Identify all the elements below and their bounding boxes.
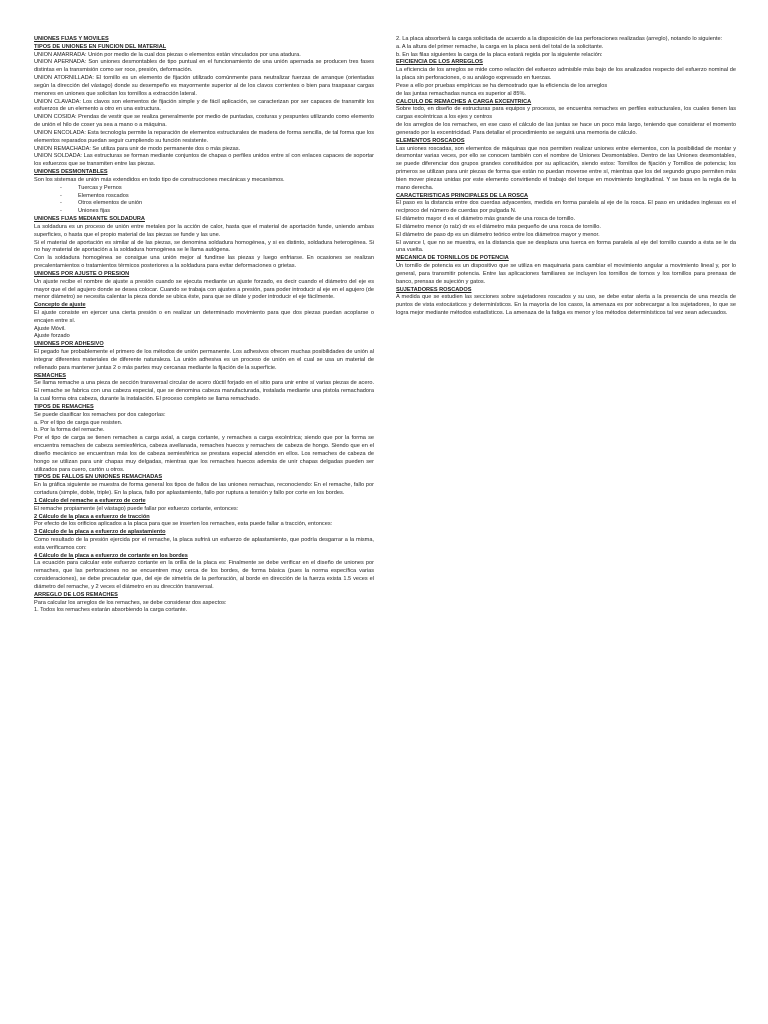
section-heading-elementos-roscados: ELEMENTOS ROSCADOS — [396, 137, 465, 144]
paragraph: El avance l, que no se muestra, es la distancia que se desplaza una tuerca en forma paralela al eje del tornillo cuando a ésta se le da una vuelta. — [396, 239, 736, 254]
section-heading-uniones-por-ajuste-o-presion: UNIONES POR AJUSTE O PRESION — [34, 270, 130, 277]
paragraph: 1. Todos los remaches estarán absorbiendo la carga cortante. — [34, 607, 188, 614]
paragraph: El paso es la distancia entre dos cuerdas adyacentes, medida en forma paralela al eje de la rosca. El paso en unidades inglesas es el recíproco del número de cuerdas por pulgada N. — [396, 200, 736, 215]
paragraph: Como resultado de la presión ejercida por el remache, la placa sufrirá un esfuerzo de aplastamiento, que podría desgarrar a la misma, esta verificamos con: — [34, 537, 374, 551]
paragraph: Si el material de aportación es similar al de las piezas, se denomina soldadura homogénea, y si es distinto, soldadura heterogénea. Si no hay material de aportación a la soldadura homogénea se le llama autógena. — [34, 239, 374, 254]
paragraph: a. A la altura del primer remache, la carga en la placa será del total de la solicitante. — [396, 43, 604, 50]
paragraph: Un ajuste recibe el nombre de ajuste a presión cuando se ejecuta mediante un ajuste forzado, es decir cuando el diámetro del eje es mayor que el del agujero donde se desea colocar. Cuando se trabaja con ajustes a presión, para poder introducir al eje en el agujero (de menor diámetro) se necesita calentar la pieza donde se ubica éste, para que se dilate y poder introducir el eje fácilmente. — [34, 278, 374, 301]
paragraph: La eficiencia de los arreglos se mide como relación del esfuerzo admisible más bajo de los analizados respecto del esfuerzo nominal de la placa sin perforaciones, o su análogo expresado en fuerzas. — [396, 67, 736, 82]
paragraph: b. Por la forma del remache. — [34, 427, 105, 434]
paragraph: de los arreglos de los remaches, en ese caso el cálculo de las juntas se hace un poco más largo, teniendo que considerar el momento generado por la excentricidad. Para detallar el procedimiento se seguirá una memoria de cálculo. — [396, 122, 736, 136]
right-column — [396, 36, 736, 1024]
paragraph: UNION CLAVADA: Los clavos son elementos de fijación simple y de fácil aplicación, se caracterizan por ser capaces de transmitir los esfuerzos de un elemento a otro en una estructura. — [34, 98, 374, 113]
paragraph: Sobre todo, en diseño de estructuras para equipos y procesos, se encuentra remaches en perfiles estructurales, los cuales tienen las cargas excéntricas a los ejes y centros — [396, 106, 736, 121]
paragraph: 2. La placa absorberá la carga solicitada de acuerdo a la disposición de las perforaciones realizadas (arreglo), notando lo siguiente: — [396, 36, 723, 42]
paragraph: Se llama remache a una pieza de sección transversal circular de acero dúctil forjado en el sitio para unir entre sí varias piezas de acero. El remache se fabrica con una cabeza especial, que se denomina cabeza manufacturada, instalada mediante una pistola remachadora la cual forma otra cabeza, durante la instalación. El proceso completo se llama remachado. — [34, 380, 374, 403]
paragraph: Las uniones roscadas, son elementos de máquinas que nos permiten realizar uniones entre elementos, con la posibilidad de montar y desmontar varias veces, por ello se conocen también con el nombre de Uniones Desmontables. Dentro de las Uniones desmontables, se puede diferenciar dos grupos grandes constituidos por su aplicación, siendo estos: Tornillos de fijación y Tornillos de potencia; los primeros se utilizan para unir piezas de forma que están no puedan moverse entre sí, mientras que los del segundo grupo permiten más bien mover piezas unidas por este elemento convirtiendo el trabajo del torque en movimiento longitudinal. Y se basa en la regla de la mano derecha. — [396, 145, 736, 191]
section-heading-uniones-fijas-y-moviles: UNIONES FIJAS Y MOVILES — [34, 36, 109, 42]
section-heading-sujetadores-roscados: SUJETADORES ROSCADOS — [396, 286, 472, 293]
paragraph: Ajuste Móvil. — [34, 325, 66, 332]
paragraph: UNION REMACHADA: Se utiliza para unir de modo permanente dos o más piezas. — [34, 145, 241, 152]
section-heading-tipos-de-uniones-en-funcion-del-material: TIPOS DE UNIONES EN FUNCION DEL MATERIAL — [34, 43, 167, 50]
paragraph: La soldadura es un proceso de unión entre metales por la acción de calor, hasta que el material de aportación funde, uniendo ambas superficies, o hasta que el propio material de las piezas se funde y las une. — [34, 223, 374, 238]
paragraph: El diámetro menor (o raíz) dr es el diámetro más pequeño de una rosca de tornillo. — [396, 223, 601, 230]
paragraph: Para calcular los arreglos de los remaches, se debe considerar dos aspectos: — [34, 599, 227, 606]
paragraph: UNION COSIDA: Prendas de vestir que se realiza generalmente por medio de puntadas, costuras y pespuntes utilizando como elemento de unión el hilo de coser ya sea a mano o a máquina. — [34, 114, 374, 129]
section-heading-mecanica-de-tornillos-de-potencia: MECANICA DE TORNILLOS DE POTENCIA — [396, 255, 509, 262]
list-item: - Tuercas y Pernos — [34, 185, 374, 193]
paragraph: Pese a ello por pruebas empíricas se ha demostrado que la eficiencia de los arreglos — [396, 82, 608, 89]
paragraph: El diámetro mayor d es el diámetro más grande de una rosca de tornillo. — [396, 216, 576, 223]
list-item: - Otros elementos de unión — [34, 200, 374, 208]
paragraph: UNION SOLDADA: Las estructuras se forman mediante conjuntos de chapas o perfiles unidos entre sí con enlaces capaces de soportar los esfuerzos que se transmiten entre las piezas. — [34, 153, 374, 168]
paragraph: Por el tipo de carga se tienen remaches a carga axial, a carga cortante, y remaches a carga excéntrica; siendo que por la forma se encuentra remaches de cabeza semiesférica, cabeza avellanada, remaches huecos y remaches de cabeza de hongo. Siendo que en el diseño mecánico se encuentran más los de cabeza semiesférica se prestara especial atención en ellos. Los remaches de cabeza de hongo se utilizan para unir chapas muy delgadas, mientras que los remaches huecos además de unir chapas delgadas pueden ser utilizados para cuero, cartón u otros. — [34, 435, 374, 473]
paragraph: Son los sistemas de unión más extendidos en todo tipo de construcciones mecánicas y mecanismos. — [34, 176, 285, 183]
paragraph: Un tornillo de potencia es un dispositivo que se utiliza en maquinaria para cambiar el movimiento angular a movimiento lineal y, por lo general, para transmitir potencia. Entre las aplicaciones familiares se incluyen los tornillos de tornos y los tornillos para prensas de banco, prensas de sujeción y gatos. — [396, 263, 736, 285]
list-item: - Uniones fijas — [34, 208, 374, 216]
section-heading-1-calculo-del-remache-a-esfuerzo-de-cort: 1 Cálculo del remache a esfuerzo de corte — [34, 497, 146, 504]
paragraph: La ecuación para calcular este esfuerzo cortante en la orilla de la placa es: Finalmente se debe verificar en el diseño de uniones por remaches, que las perforaciones no se encuentren muy cerca de los bordes, de forma básica (pues la norma específica varias consideraciones), se debe precautelar que, del eje de simetría de la perforación, al borde en dirección de la fuerza exista 1.5 veces el diámetro del remache, y 2 veces el diámetro en su dirección transversal. — [34, 560, 374, 590]
paragraph: En la gráfica siguiente se muestra de forma general los tipos de fallos de las uniones remachas, reconociendo: En el remache, fallo por cortadura (simple, doble, triple). En la placa, fallo por aplastamiento, fallo por ruptura a tensión y fallo por corte en los bordes. — [34, 482, 374, 497]
list-item: - Elementos roscados — [34, 193, 374, 201]
section-heading-calculo-de-remaches-a-carga-excentrica: CALCULO DE REMACHES A CARGA EXCENTRICA — [396, 98, 532, 105]
section-heading-uniones-desmontables: UNIONES DESMONTABLES — [34, 169, 108, 176]
section-heading-tipos-de-fallos-en-uniones-remachadas: TIPOS DE FALLOS EN UNIONES REMACHADAS — [34, 474, 163, 481]
left-column — [34, 36, 374, 1024]
paragraph: de las juntas remachadas nunca es superior al 85%. — [396, 90, 526, 97]
section-heading-caracteristicas-principales-de-la-rosca: CARACTERISTICAS PRINCIPALES DE LA ROSCA — [396, 192, 529, 199]
section-heading-concepto-de-ajuste: Concepto de ajuste — [34, 302, 86, 309]
section-heading-2-calculo-de-la-placa-a-esfuerzo-de-trac: 2 Cálculo de la placa a esfuerzo de tracción — [34, 513, 150, 520]
paragraph: El remache propiamente (el vástago) puede fallar por esfuerzo cortante, entonces: — [34, 505, 239, 512]
paragraph: El ajuste consiste en ejercer una cierta presión o en realizar un determinado movimiento para que dos piezas puedan acoplarse o encajen entre sí. — [34, 309, 374, 324]
paragraph: Ajuste forzado — [34, 333, 70, 340]
section-heading-uniones-por-adhesivo: UNIONES POR ADHESIVO — [34, 341, 104, 348]
section-heading-arreglo-de-los-remaches: ARREGLO DE LOS REMACHES — [34, 591, 118, 598]
paragraph: b. En las filas siguientes la carga de la placa estará regida por la siguiente relación: — [396, 51, 603, 58]
paragraph: El diámetro de paso dp es un diámetro teórico entre los diámetros mayor y menor. — [396, 231, 600, 238]
bullet-list — [34, 185, 374, 216]
section-heading-4-calculo-de-la-placa-a-esfuerzo-de-cort: 4 Cálculo de la placa a esfuerzo de cortante en los bordes — [34, 552, 188, 559]
paragraph: a. Por el tipo de carga que resisten. — [34, 419, 123, 426]
paragraph: UNION ENCOLADA: Esta tecnología permite la reparación de elementos estructurales de madera de forma sencilla, de tal forma que los elementos reparados puedan seguir cumpliendo su función resistente. — [34, 129, 374, 144]
section-heading-remaches: REMACHES — [34, 372, 67, 379]
paragraph: El pegado fue probablemente el primero de los métodos de unión permanente. Los adhesivos ofrecen muchas posibilidades de unión al integrar diferentes materiales de diferente naturaleza. La unión adhesiva es un proceso de unión en el cual se usa un material de rellenado para mantener juntas 2 o más partes muy cercanas mediante la fijación de la superficie. — [34, 349, 374, 371]
paragraph: Se puede clasificar los remaches por dos categorías: — [34, 411, 166, 418]
paragraph: Con la soldadura homogénea se consigue una unión mejor al fundirse las piezas y luego enfriarse. En ocasiones se realizan precalentamientos o tratamientos térmicos posteriores a la soldadura para evitar deformaciones o grietas. — [34, 255, 374, 270]
paragraph: UNION AMARRADA: Unión por medio de la cual dos piezas o elementos están vinculados por una atadura. — [34, 51, 301, 58]
section-heading-3-calculo-de-la-placa-a-esfuerzo-de-apla: 3 Cálculo de la placa a esfuerzo de aplastamiento — [34, 529, 166, 536]
section-heading-tipos-de-remaches: TIPOS DE REMACHES — [34, 403, 94, 410]
paragraph: UNION ATORNILLADA: El tornillo es un elemento de fijación utilizado comúnmente para neutralizar fuerzas de arranque (orientadas según la dirección del vástago) donde su desempeño es mayormente superior al de los clavos corrientes o bien para traspasar cargas menores en uniones que solicitan los tornillos a extracción lateral. — [34, 75, 374, 97]
section-heading-eficiencia-de-los-arreglos: EFICIENCIA DE LOS ARREGLOS — [396, 59, 483, 66]
section-heading-uniones-fijas-mediante-soldadura: UNIONES FIJAS MEDIANTE SOLDADURA — [34, 216, 145, 223]
paragraph: A medida que se estudien las secciones sobre sujetadores roscados y su uso, se debe estar alerta a la presencia de una mezcla de puntos de vista estocásticos y determinísticos. En la mayoría de los casos, la amenaza es por sobrecargar a los sujetadores, lo que se logra mejor mediante métodos estadísticos. La amenaza de la fatiga es menor y los métodos determinísticos tal vez sean adecuados. — [396, 294, 736, 316]
paragraph: UNION APERNADA: Son uniones desmontables de tipo puntual en el funcionamiento de una unión apernada se producen tres fases distintas en la transmisión como ser roce, presión, deformación. — [34, 59, 374, 74]
paragraph: Por efecto de los orificios aplicados a la placa para que se inserten los remaches, esta puede fallar a tracción, entonces: — [34, 521, 333, 528]
